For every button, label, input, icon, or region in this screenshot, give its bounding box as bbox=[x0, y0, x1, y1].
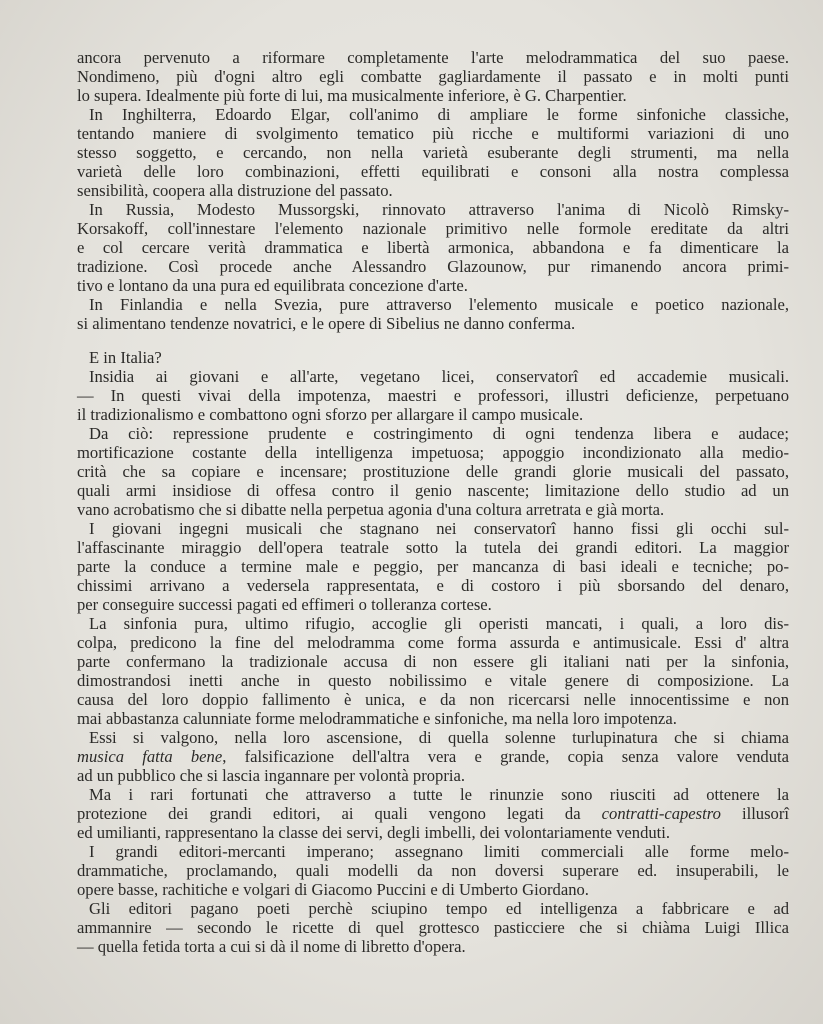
paragraph bbox=[77, 842, 789, 899]
text-line: quali armi insidiose di offesa contro il genio nascente; limitazione dello studio ad un bbox=[77, 481, 789, 500]
text-line: Nondimeno, più d'ogni altro egli combatte gagliardamente il passato e in molti punti bbox=[77, 67, 789, 86]
text-line: In Inghilterra, Edoardo Elgar, coll'animo di ampliare le forme sinfoniche classiche, bbox=[89, 105, 789, 124]
paragraph bbox=[77, 295, 789, 333]
paragraph bbox=[77, 614, 789, 728]
text-segment: , falsificazione dell'altra vera e grande, copia senza valore venduta bbox=[222, 747, 789, 766]
text-line: I giovani ingegni musicali che stagnano nei conservatorî hanno fissi gli occhi sul- bbox=[89, 519, 789, 538]
paragraph bbox=[77, 105, 789, 200]
text-line: mai abbastanza calunniate forme melodrammatiche e sinfoniche, ma nella loro impotenza. bbox=[77, 709, 677, 728]
text-line: il tradizionalismo e combattono ogni sforzo per allargare il campo musicale. bbox=[77, 405, 584, 424]
text-line: tentando maniere di svolgimento tematico più ricche e multiformi variazioni di uno bbox=[77, 124, 789, 143]
italic-phrase: contratti-capestro bbox=[601, 804, 721, 823]
text-line: vano acrobatismo che si dibatte nella perpetua agonia d'una coltura arretrata e già morta. bbox=[77, 500, 665, 519]
text-line: e col cercare verità drammatica e libertà armonica, abbandona e fa dimenticare la bbox=[77, 238, 789, 257]
text-line: Ma i rari fortunati che attraverso a tutte le rinunzie sono riusciti ad ottenere la bbox=[89, 785, 789, 804]
text-line: lo supera. Idealmente più forte di lui, ma musicalmente inferiore, è G. Charpentier. bbox=[77, 86, 627, 105]
text-line: E in Italia? bbox=[89, 348, 162, 367]
text-line: Insidia ai giovani e all'arte, vegetano licei, conservatorî ed accademie musicali. bbox=[89, 367, 789, 386]
text-line bbox=[77, 804, 789, 823]
text-line: stesso soggetto, e cercando, non nella varietà esuberante degli strumenti, ma nella bbox=[77, 143, 789, 162]
text-line: Korsakoff, coll'innestare l'elemento nazionale primitivo nelle formole ereditate da altri bbox=[77, 219, 789, 238]
text-line: parte confermano la tradizionale accusa di non essere gli italiani nati per la sinfonia, bbox=[77, 652, 789, 671]
paragraph bbox=[77, 48, 789, 105]
text-line bbox=[77, 747, 789, 766]
text-line: I grandi editori-mercanti imperano; assegnano limiti commerciali alle forme melo- bbox=[89, 842, 789, 861]
text-line: varietà delle loro combinazioni, effetti equilibrati e consoni alla nostra complessa bbox=[77, 162, 789, 181]
text-line: In Finlandia e nella Svezia, pure attraverso l'elemento musicale e poetico nazionale, bbox=[89, 295, 789, 314]
paragraph bbox=[77, 785, 789, 842]
text-line: ammannire — secondo le ricette di quel grottesco pasticciere che si chiàma Luigi Illica bbox=[77, 918, 789, 937]
text-line: La sinfonia pura, ultimo rifugio, accoglie gli operisti mancati, i quali, a loro dis- bbox=[89, 614, 789, 633]
text-line: crità che sa copiare e incensare; prostituzione delle grandi glorie musicali del passato, bbox=[77, 462, 789, 481]
text-line: chissimi arrivano a vedersela rappresentata, e di costoro i più sborsando del denaro, bbox=[77, 576, 789, 595]
paragraph bbox=[77, 348, 789, 367]
paragraph bbox=[77, 728, 789, 785]
text-line: l'affascinante miraggio dell'opera teatrale sotto la tutela dei grandi editori. La maggior bbox=[77, 538, 789, 557]
document-page bbox=[77, 48, 789, 956]
text-line: drammatiche, proclamando, quali modelli da non doversi superare ed. insuperabili, le bbox=[77, 861, 789, 880]
text-line: parte la conduce a termine male e peggio, per mancanza di basi ideali e tecniche; po- bbox=[77, 557, 789, 576]
text-line: In Russia, Modesto Mussorgski, rinnovato attraverso l'anima di Nicolò Rimsky- bbox=[89, 200, 789, 219]
text-line: per conseguire successi pagati ed effimeri o tolleranza cortese. bbox=[77, 595, 492, 614]
text-line: sensibilità, coopera alla distruzione del passato. bbox=[77, 181, 393, 200]
italic-phrase: musica fatta bene bbox=[77, 747, 223, 766]
text-line: ed umilianti, rappresentano la classe dei servi, degli imbelli, dei volontariamente venduti. bbox=[77, 823, 671, 842]
text-line: ancora pervenuto a riformare completamente l'arte melodrammatica del suo paese. bbox=[77, 48, 789, 67]
text-line: colpa, predicono la fine del melodramma come forma assurda e antimusicale. Essi d' altra bbox=[77, 633, 789, 652]
text-line: si alimentano tendenze novatrici, e le opere di Sibelius ne danno conferma. bbox=[77, 314, 576, 333]
paragraph bbox=[77, 519, 789, 614]
text-segment: illusorî bbox=[720, 804, 789, 823]
text-line: mortificazione costante della intelligenza impetuosa; appoggio incondizionato alla medio- bbox=[77, 443, 789, 462]
text-line: tivo e lontano da una pura ed equilibrata concezione d'arte. bbox=[77, 276, 468, 295]
text-line: tradizione. Così procede anche Alessandro Glazounow, pur rimanendo ancora primi- bbox=[77, 257, 789, 276]
text-line: ad un pubblico che si lascia ingannare per volontà propria. bbox=[77, 766, 465, 785]
paragraph bbox=[77, 899, 789, 956]
text-line: Da ciò: repressione prudente e costringimento di ogni tendenza libera e audace; bbox=[89, 424, 789, 443]
text-line: Gli editori pagano poeti perchè sciupino tempo ed intelligenza a fabbricare e ad bbox=[89, 899, 789, 918]
text-line: — quella fetida torta a cui si dà il nome di libretto d'opera. bbox=[77, 937, 466, 956]
text-line: causa del loro doppio fallimento è unica, e da non ricercarsi nelle innocentissime e non bbox=[77, 690, 789, 709]
text-line: — In questi vivai della impotenza, maestri e professori, illustri deficienze, perpetuano bbox=[77, 386, 789, 405]
text-line: Essi si valgono, nella loro ascensione, di quella solenne turlupinatura che si chiama bbox=[89, 728, 789, 747]
paragraph bbox=[77, 424, 789, 519]
text-line: dimostrandosi inetti anche in questo nobilissimo e vitale genere di composizione. La bbox=[77, 671, 789, 690]
text-line: opere basse, rachitiche e volgari di Giacomo Puccini e di Umberto Giordano. bbox=[77, 880, 589, 899]
paragraph bbox=[77, 200, 789, 295]
text-segment: protezione dei grandi editori, ai quali vengono legati da bbox=[77, 804, 602, 823]
paragraph bbox=[77, 367, 789, 424]
